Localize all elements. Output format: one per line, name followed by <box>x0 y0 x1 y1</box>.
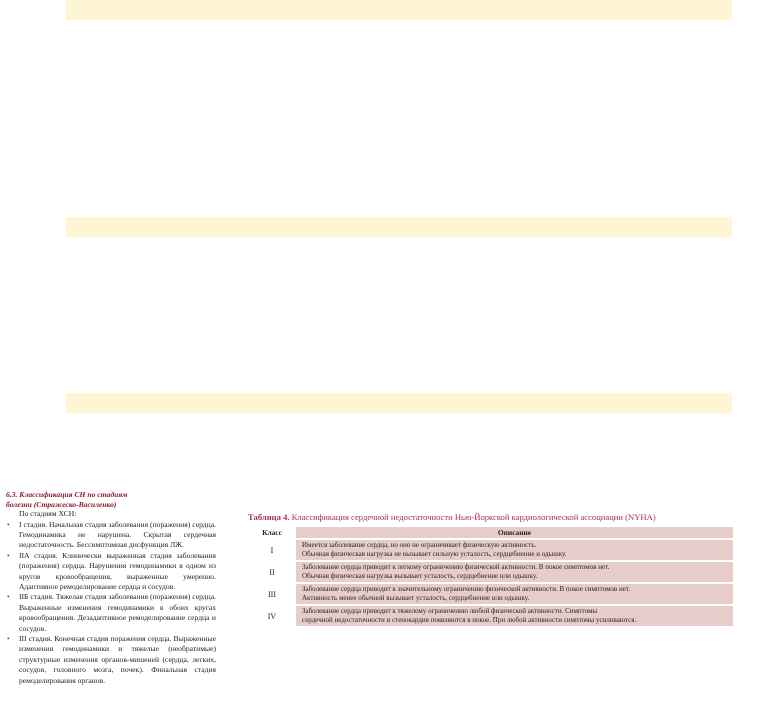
stage-text: III стадия. Конечная стадия поражения сердца. Выраженные изменения гемодинамики и тяжелые (необратимые) структурные изменения органов-мишеней (сердца, легких, сосудов, головного мозга, почек). Финальная стадия ремоделирования органов. <box>19 634 216 685</box>
table-caption-text: Классификация сердечной недостаточности Нью-Йоркской кардиологической ассоциации (NYHA) <box>291 512 656 522</box>
description-line: Заболевание сердца приводит к значительному ограничению физической активности. В покое симптомов нет. <box>302 585 631 593</box>
bullet-icon: • <box>7 550 10 560</box>
table-row <box>248 562 733 582</box>
stage-list <box>6 520 216 687</box>
column-header-description: Описание <box>296 527 733 538</box>
table-caption <box>248 512 733 523</box>
table-caption-label: Таблица 4. <box>248 512 290 522</box>
description-cell <box>296 562 733 582</box>
list-item <box>6 551 216 593</box>
description-line: Обычная физическая нагрузка вызывает усталость, сердцебиение или одышку. <box>302 572 538 580</box>
class-cell: I <box>248 540 296 560</box>
highlight-band-middle <box>66 217 732 237</box>
bullet-icon: • <box>7 519 10 529</box>
class-cell: II <box>248 562 296 582</box>
list-item <box>6 520 216 551</box>
section-title-line1: 6.3. Классификация СН по стадиям <box>6 490 128 499</box>
description-cell <box>296 540 733 560</box>
section-title-line2: болезни (Стражеско-Василенко) <box>6 499 117 509</box>
description-line: Активность менее обычной вызывает усталость, сердцебиение или одышку. <box>302 594 530 602</box>
class-cell: IV <box>248 606 296 626</box>
stage-text: I стадия. Начальная стадия заболевания (поражения) сердца. Гемодинамика не нарушена. Скрытая сердечная недостаточность. Бессимптомная дисфункция ЛЖ. <box>19 519 216 550</box>
table-row <box>248 584 733 604</box>
section-title <box>6 490 216 509</box>
section-intro: По стадиям ХСН: <box>19 509 77 519</box>
description-line: Заболевание сердца приводит к легкому ограничению физической активности. В покое симптомов нет. <box>302 563 610 571</box>
table-header-row <box>248 527 733 538</box>
nyha-table-block <box>248 512 733 628</box>
list-item <box>6 634 216 686</box>
highlight-band-lower <box>66 393 732 413</box>
bullet-icon: • <box>7 592 10 602</box>
description-line: сердечной недостаточности и стенокардия появляются в покое. При любой активности симптомы усиливаются. <box>302 616 637 624</box>
description-line: Заболевание сердца приводит к тяжелому ограничению любой физической активности. Симптомы <box>302 607 598 615</box>
stage-text: IIА стадия. Клинически выраженная стадия заболевания (поражения) сердца. Нарушения гемодинамики в одном из кругов кровообращения, выраженные умеренно. Адаптивное ремоделирование сердца и сосудов. <box>19 550 216 592</box>
highlight-band-top <box>66 0 732 20</box>
description-cell <box>296 606 733 626</box>
stage-text: IIБ стадия. Тяжелая стадия заболевания (поражения) сердца. Выраженные изменения гемодинамики в обоих кругах кровообращения. Дезадаптивное ремоделирование сердца и сосудов. <box>19 592 216 633</box>
description-line: Обычная физическая нагрузка не вызывает сильную усталость, сердцебиение и одышку. <box>302 550 567 558</box>
classification-section <box>6 490 216 686</box>
list-item <box>6 592 216 634</box>
table-row <box>248 540 733 560</box>
description-cell <box>296 584 733 604</box>
table-row <box>248 606 733 626</box>
class-cell: III <box>248 584 296 604</box>
bullet-icon: • <box>7 634 10 644</box>
nyha-table <box>248 525 733 628</box>
column-header-class: Класс <box>248 527 296 538</box>
description-line: Имеется заболевание сердца, но оно не ограничивает физическую активность. <box>302 541 537 549</box>
